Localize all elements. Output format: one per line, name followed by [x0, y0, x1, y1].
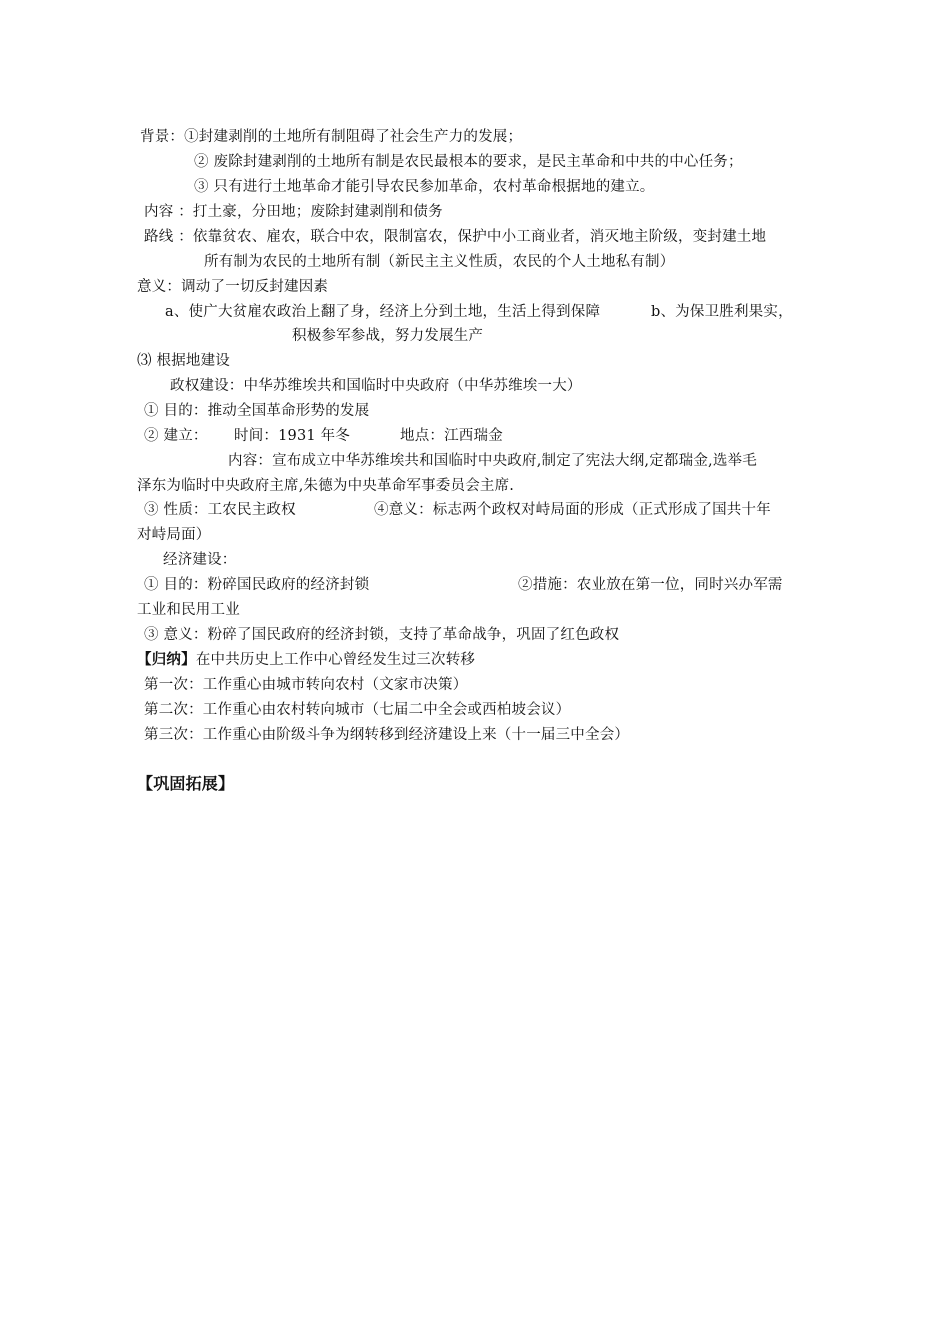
meaning-line-3: 积极参军参战，努力发展生产 [292, 328, 484, 344]
summary-text: 在中共历史上工作中心曾经发生过三次转移 [195, 652, 476, 668]
route-line-2: 所有制为农民的土地所有制（新民主主义性质，农民的个人土地私有制） [204, 254, 675, 270]
regime-nature: ③ 性质：工农民主政权 [144, 502, 296, 518]
regime-title: 政权建设：中华苏维埃共和国临时中央政府（中华苏维埃一大） [170, 378, 582, 394]
route-line-1: 路线 ：依靠贫农、雇农，联合中农，限制富农，保护中小工商业者，消灭地主阶级，变封建土地 [144, 229, 767, 245]
base-section-title: ⑶ 根据地建设 [137, 353, 231, 369]
content-line: 内容 ：打土豪，分田地；废除封建剥削和债务 [144, 204, 443, 220]
regime-significance-line-1: ④意义：标志两个政权对峙局面的形成（正式形成了国共十年 [374, 502, 771, 518]
summary-label: 【归纳】 [137, 651, 196, 668]
economy-meaning: ③ 意义：粉碎了国民政府的经济封锁，支持了革命战争，巩固了红色政权 [144, 627, 620, 643]
establish-label: ② 建立： [144, 428, 208, 444]
regime-purpose: ① 目的：推动全国革命形势的发展 [144, 403, 370, 419]
regime-significance-line-2: 对峙局面） [137, 527, 211, 543]
establish-place: 地点：江西瑞金 [400, 428, 503, 444]
background-line-3: ③ 只有进行土地革命才能引导农民参加革命，农村革命根据地的建立。 [194, 179, 655, 195]
meaning-line-1: 意义：调动了一切反封建因素 [137, 279, 329, 295]
meaning-item-a: a、使广大贫雇农政治上翻了身，经济上分到土地，生活上得到保障 [165, 304, 601, 320]
background-line-1: 背景：①封建剥削的土地所有制阻碍了社会生产力的发展； [140, 129, 523, 145]
establish-time: 时间：1931 年冬 [234, 428, 351, 444]
summary-second: 第二次：工作重心由农村转向城市（七届二中全会或西柏坡会议） [144, 702, 571, 718]
economy-purpose: ① 目的：粉碎国民政府的经济封锁 [144, 577, 370, 593]
background-line-2: ② 废除封建剥削的土地所有制是农民最根本的要求，是民主革命和中共的中心任务； [194, 154, 743, 170]
regime-content-line-1: 内容：宣布成立中华苏维埃共和国临时中央政府,制定了宪法大纲,定都瑞金,选举毛 [228, 453, 757, 469]
meaning-item-b: b、为保卫胜利果实， [651, 304, 793, 320]
economy-title: 经济建设： [163, 552, 237, 568]
regime-content-line-2: 泽东为临时中央政府主席,朱德为中央革命军事委员会主席. [137, 478, 515, 494]
summary-first: 第一次：工作重心由城市转向农村（文家市决策） [144, 677, 468, 693]
economy-measure-line-2: 工业和民用工业 [137, 602, 240, 618]
economy-measure-line-1: ②措施：农业放在第一位，同时兴办军需 [518, 577, 783, 593]
summary-line [137, 650, 475, 670]
consolidate-heading: 【巩固拓展】 [137, 774, 235, 793]
summary-third: 第三次：工作重心由阶级斗争为纲转移到经济建设上来（十一届三中全会） [144, 727, 630, 743]
